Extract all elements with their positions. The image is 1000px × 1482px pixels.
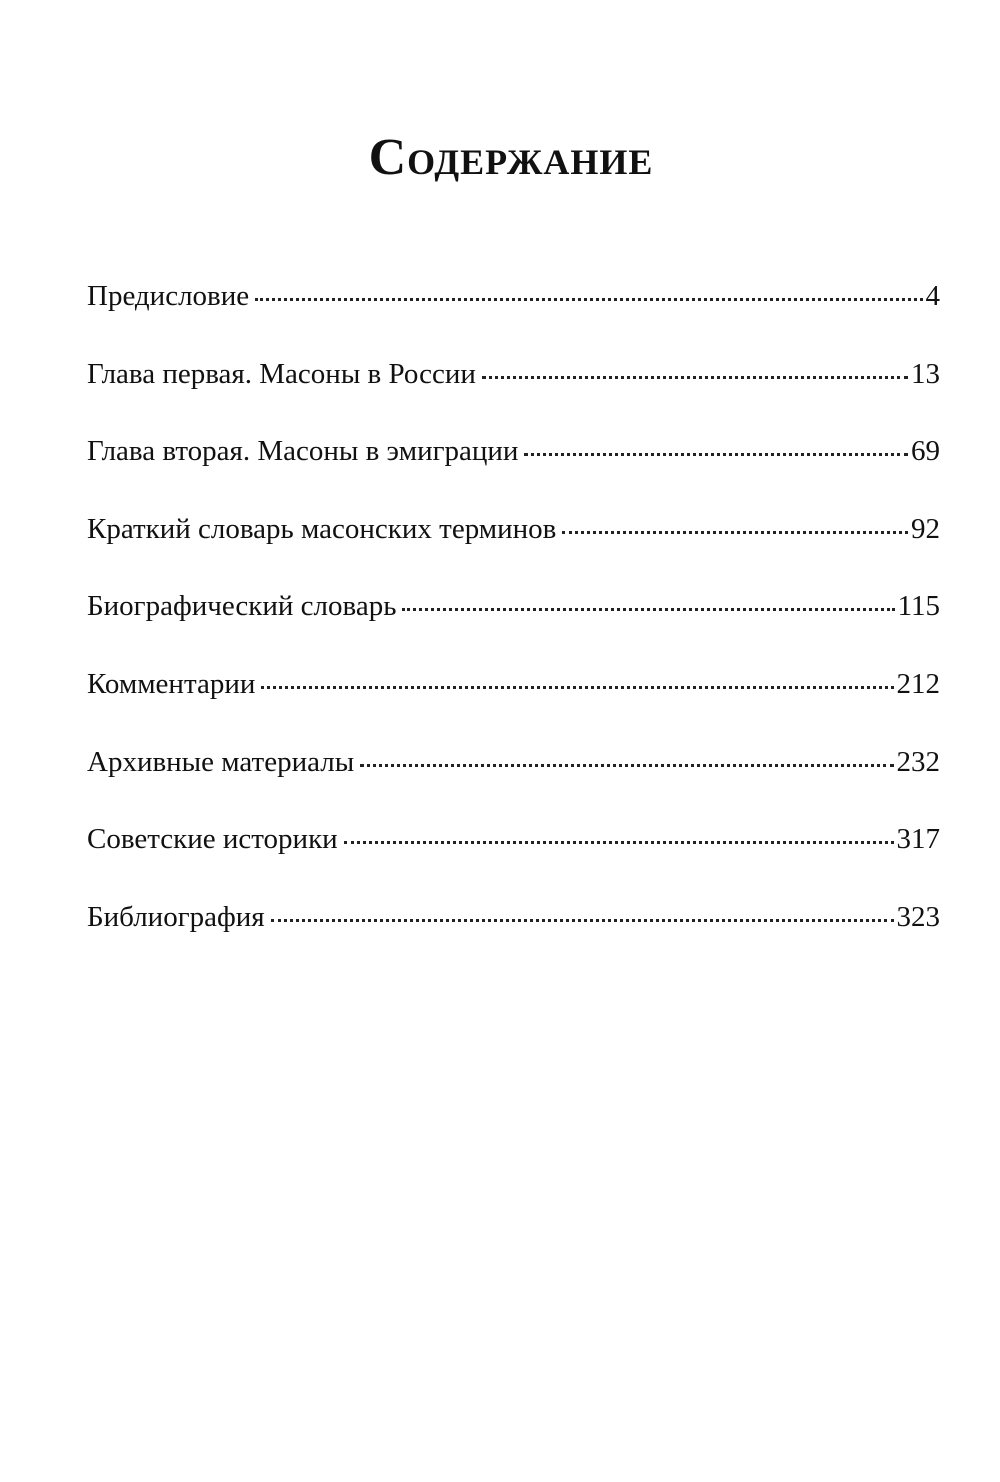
- dot-leader: [255, 298, 922, 301]
- toc-entry-label: Библиография: [87, 900, 265, 933]
- dot-leader: [482, 376, 908, 379]
- toc-entry-label: Глава первая. Масоны в России: [87, 357, 476, 390]
- dot-leader: [402, 608, 894, 611]
- toc-entry-archival-materials: [87, 742, 940, 820]
- dot-leader: [562, 531, 908, 534]
- toc-entry-soviet-historians: [87, 819, 940, 897]
- toc-entry-preface: [87, 276, 940, 354]
- dot-leader: [261, 686, 893, 689]
- toc-entry-label: Краткий словарь масонских терминов: [87, 512, 557, 545]
- toc-entry-biographical-dictionary: [87, 586, 940, 664]
- toc-entry-label: Биографический словарь: [87, 590, 397, 623]
- dot-leader: [360, 764, 893, 767]
- toc-entry-page: 13: [911, 357, 940, 390]
- dot-leader: [524, 453, 908, 456]
- toc-entry-glossary: [87, 509, 940, 587]
- toc-entry-page: 323: [896, 900, 940, 933]
- toc-entry-page: 69: [911, 435, 940, 468]
- toc-entry-label: Предисловие: [87, 280, 250, 312]
- toc-entry-page: 317: [896, 823, 940, 856]
- table-of-contents: [87, 276, 940, 974]
- toc-entry-page: 4: [925, 280, 940, 312]
- toc-entry-label: Архивные материалы: [87, 745, 355, 778]
- dot-leader: [271, 919, 894, 922]
- toc-entry-page: 212: [896, 667, 940, 700]
- toc-entry-label: Комментарии: [87, 667, 256, 700]
- toc-entry-comments: [87, 664, 940, 742]
- page-title: Содержание: [368, 129, 654, 186]
- toc-entry-bibliography: [87, 897, 940, 975]
- toc-entry-page: 92: [911, 512, 940, 545]
- toc-entry-label: Советские историки: [87, 823, 338, 856]
- dot-leader: [344, 841, 894, 844]
- toc-entry-chapter-1: [87, 354, 940, 432]
- toc-entry-label: Глава вторая. Масоны в эмиграции: [87, 435, 519, 468]
- toc-entry-chapter-2: [87, 431, 940, 509]
- toc-entry-page: 232: [896, 745, 940, 778]
- toc-entry-page: 115: [897, 590, 940, 623]
